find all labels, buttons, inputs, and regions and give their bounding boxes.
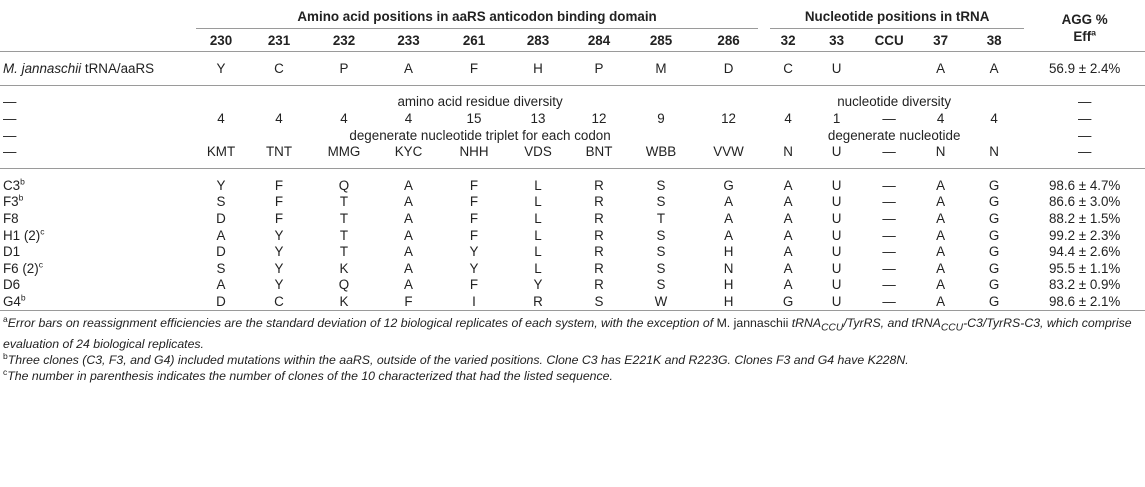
cell: I	[441, 293, 507, 310]
cell: A	[936, 227, 946, 243]
col-33: 33	[812, 29, 861, 52]
aa-group-header: Amino acid positions in aaRS anticodon binding domain	[196, 0, 764, 29]
clone-label	[0, 293, 196, 310]
cell: A	[936, 244, 946, 260]
footnotes	[0, 311, 1145, 384]
cell: A	[936, 60, 946, 76]
cell: —	[882, 144, 896, 160]
cell: KYC	[394, 144, 423, 160]
cell: C	[246, 293, 312, 310]
cell: Y	[533, 277, 543, 293]
cell: U	[812, 293, 861, 310]
cell: U	[831, 260, 842, 276]
cell: —	[882, 210, 896, 226]
cell: A	[783, 210, 793, 226]
footnote-a-mid2: -C3/TyrRS-C3, which comprise evaluation of 24 biological replicates.	[3, 315, 1132, 352]
cell: S	[656, 177, 666, 193]
cell: R	[594, 260, 604, 276]
eff-cell: 86.6 ± 3.0%	[1048, 194, 1121, 210]
cell: F	[376, 293, 441, 310]
clone-label	[0, 243, 196, 260]
cell: N	[723, 260, 734, 276]
footnote-b-mark: b	[3, 351, 8, 362]
cell: 4	[404, 110, 413, 126]
cell: 4	[936, 110, 945, 126]
eff-header-line1: AGG %	[1061, 11, 1108, 27]
cell: Y	[274, 244, 284, 260]
dash-cell: —	[1077, 94, 1092, 110]
cell: H	[723, 277, 734, 293]
species-name: M. jannaschii	[3, 60, 82, 76]
cell: F	[469, 210, 479, 226]
footnote-c-text: The number in parenthesis indicates the number of clones of the 10 characterized that had the listed sequence.	[7, 369, 613, 384]
footnote-a-text1: Error bars on reassignment efficiencies are the standard deviation of 12 biological replicates of each system, with the exception of	[7, 315, 717, 330]
cell: R	[594, 177, 604, 193]
column-header-row	[0, 29, 1145, 52]
cell: H	[723, 244, 734, 260]
cell: A	[936, 260, 946, 276]
dash-label: —	[3, 127, 17, 143]
cell: —	[882, 260, 896, 276]
cell: Q	[338, 177, 350, 193]
col-233: 233	[376, 29, 441, 52]
degenerate-code-row	[0, 143, 1145, 160]
cell: A	[936, 277, 946, 293]
cell: A	[783, 227, 793, 243]
clone-footnote-mark: c	[40, 226, 45, 237]
clone-row	[0, 227, 1145, 244]
cell: R	[594, 227, 604, 243]
cell: F	[469, 60, 479, 76]
cell: F	[469, 277, 479, 293]
col-286: 286	[693, 29, 764, 52]
cell: —	[882, 194, 896, 210]
footnote-a-trna: tRNA	[788, 315, 822, 330]
cell: G	[988, 210, 1000, 226]
cell: A	[936, 194, 946, 210]
col-285: 285	[629, 29, 693, 52]
eff-header-line2: Eff	[1073, 28, 1092, 44]
cell: L	[534, 227, 542, 243]
cell: 4	[784, 110, 792, 126]
cell: A	[724, 227, 734, 243]
cell: Q	[338, 277, 350, 293]
empty-header	[0, 29, 196, 52]
cell: Y	[274, 260, 284, 276]
degenerate-label-row	[0, 127, 1145, 144]
cell: N	[935, 144, 946, 160]
footnote-c	[3, 368, 1142, 384]
cell: U	[831, 227, 842, 243]
clone-name: F3	[3, 194, 19, 210]
cell: A	[936, 210, 946, 226]
cell: —	[882, 244, 896, 260]
wildtype-row	[0, 60, 1145, 77]
cell: A	[404, 244, 413, 260]
cell: A	[404, 177, 413, 193]
cell: A	[216, 277, 226, 293]
col-232: 232	[312, 29, 376, 52]
footnote-a	[3, 315, 1142, 352]
cell: T	[656, 210, 666, 226]
cell: N	[989, 144, 999, 160]
cell: G	[988, 227, 1000, 243]
cell: U	[831, 194, 842, 210]
cell: 4	[340, 110, 348, 126]
cell: G	[988, 244, 1000, 260]
corner-cell	[0, 0, 196, 29]
cell: Y	[469, 260, 479, 276]
cell: D	[216, 244, 226, 260]
cell: A	[783, 194, 793, 210]
cell: G	[723, 177, 734, 193]
col-284: 284	[569, 29, 629, 52]
cell: A	[404, 227, 413, 243]
cell: N	[783, 144, 793, 160]
cell: TNT	[265, 144, 293, 160]
cell: S	[656, 277, 666, 293]
cell: A	[404, 194, 413, 210]
cell: F	[274, 194, 284, 210]
cell: K	[339, 260, 349, 276]
clone-label	[0, 194, 196, 211]
cell: BNT	[585, 144, 613, 160]
cell: A	[404, 60, 413, 76]
degenerate-nucleotide-label: degenerate nucleotide	[827, 127, 961, 143]
clone-name: F6 (2)	[3, 260, 39, 276]
cell: A	[783, 244, 793, 260]
cell: U	[831, 144, 842, 160]
cell: 12	[591, 110, 607, 126]
clone-footnote-mark: c	[38, 259, 43, 270]
eff-cell: 99.2 ± 2.3%	[1048, 227, 1121, 243]
cell: T	[339, 194, 349, 210]
cell: P	[339, 60, 349, 76]
eff-cell: 95.5 ± 1.1%	[1048, 260, 1121, 276]
cell: C	[274, 60, 284, 76]
cell: H	[693, 293, 764, 310]
cell: —	[882, 110, 896, 126]
cell: 4	[275, 110, 283, 126]
cell: NHH	[459, 144, 489, 160]
cell: R	[594, 244, 604, 260]
dash-cell: —	[1077, 127, 1092, 143]
row-label-rest: tRNA/aaRS	[81, 60, 155, 76]
cell: A	[404, 260, 413, 276]
cell: 9	[657, 110, 665, 126]
cell: 4	[990, 110, 998, 126]
cell: K	[312, 293, 376, 310]
cell: A	[783, 277, 793, 293]
clone-row	[0, 293, 1145, 310]
cell: Y	[216, 177, 226, 193]
cell: S	[216, 260, 226, 276]
clone-label	[0, 227, 196, 244]
eff-cell: 83.2 ± 0.9%	[1048, 277, 1121, 293]
cell: D	[723, 60, 734, 76]
dash-label: —	[3, 110, 17, 126]
cell: 15	[466, 110, 482, 126]
cell: 4	[217, 110, 225, 126]
cell: MMG	[327, 144, 361, 160]
cell: 1	[832, 110, 841, 126]
col-283: 283	[507, 29, 569, 52]
cell: M	[655, 60, 667, 76]
col-231: 231	[246, 29, 312, 52]
clone-row	[0, 210, 1145, 227]
clone-row	[0, 243, 1145, 260]
cell: S	[656, 260, 666, 276]
cell: L	[534, 194, 542, 210]
aa-diversity-label-row	[0, 94, 1145, 111]
cell: A	[936, 177, 946, 193]
clone-name: D1	[3, 244, 21, 260]
cell: T	[339, 244, 349, 260]
eff-cell: 98.6 ± 4.7%	[1048, 177, 1121, 193]
cell: P	[594, 60, 604, 76]
footnote-b-text: Three clones (C3, F3, and G4) included mutations within the aaRS, outside of the varied positions. Clone C3 has E221K and R223G. Clones F3 and G4 have K228N.	[7, 353, 909, 368]
cell: R	[507, 293, 569, 310]
cell: —	[861, 293, 917, 310]
clone-label	[0, 260, 196, 277]
cell: R	[594, 277, 604, 293]
cell: —	[882, 277, 896, 293]
clone-label	[0, 210, 196, 227]
cell: G	[764, 293, 812, 310]
dash-label: —	[3, 144, 17, 160]
cell: A	[917, 293, 964, 310]
cell: G	[964, 293, 1024, 310]
clone-label	[0, 277, 196, 294]
cell: KMT	[206, 144, 236, 160]
footnote-c-mark: c	[3, 367, 8, 378]
eff-cell: 88.2 ± 1.5%	[1048, 210, 1121, 226]
cell: Y	[274, 227, 284, 243]
footnote-a-species: M. jannaschii	[716, 315, 789, 330]
diversity-count-row	[0, 110, 1145, 127]
cell: U	[831, 177, 842, 193]
clone-label	[0, 177, 196, 194]
cell: W	[629, 293, 693, 310]
cell: A	[783, 177, 793, 193]
cell: D	[196, 293, 246, 310]
cell: F	[274, 177, 284, 193]
cell: H	[533, 60, 543, 76]
cell: G	[988, 177, 1000, 193]
cell: S	[656, 194, 666, 210]
cell: S	[569, 293, 629, 310]
col-37: 37	[917, 29, 964, 52]
aa-diversity-label: amino acid residue diversity	[397, 94, 563, 110]
cell: C	[783, 60, 793, 76]
cell: T	[339, 210, 349, 226]
cell: A	[724, 194, 734, 210]
clone-footnote-mark: b	[20, 176, 25, 187]
cell: A	[783, 260, 793, 276]
clone-footnote-mark: b	[20, 292, 26, 303]
cell: 12	[721, 110, 737, 126]
col-ccu: CCU	[861, 29, 917, 52]
clone-name: D6	[3, 277, 21, 293]
footnote-a-mid1: /TyrRS, and tRNA	[843, 315, 941, 330]
degenerate-triplet-label: degenerate nucleotide triplet for each codon	[349, 127, 611, 143]
cell: VDS	[524, 144, 552, 160]
clone-row	[0, 277, 1145, 294]
dash-cell: —	[1077, 110, 1092, 126]
cell: L	[534, 210, 542, 226]
clone-name: C3	[3, 177, 21, 193]
cell: U	[831, 60, 842, 76]
nt-diversity-label: nucleotide diversity	[837, 94, 952, 110]
clone-row	[0, 194, 1145, 211]
col-230: 230	[196, 29, 246, 52]
cell: —	[882, 227, 896, 243]
cell: L	[534, 177, 542, 193]
footnote-a-sub1: CCU	[821, 322, 844, 334]
cell: A	[216, 227, 226, 243]
eff-header	[1024, 0, 1145, 52]
eff-cell: 98.6 ± 2.1%	[1024, 293, 1145, 310]
cell: A	[989, 60, 999, 76]
cell: F	[469, 194, 479, 210]
cell: S	[216, 194, 226, 210]
cell: U	[831, 244, 842, 260]
cell: Y	[216, 60, 226, 76]
col-261: 261	[441, 29, 507, 52]
footnote-a-sub2: CCU	[940, 322, 964, 334]
cell: T	[339, 227, 349, 243]
cell: L	[534, 260, 542, 276]
clone-row	[0, 177, 1145, 194]
clone-name: F8	[3, 210, 19, 226]
cell: R	[594, 210, 604, 226]
cell	[861, 60, 917, 77]
cell: S	[656, 244, 666, 260]
cell: F	[469, 177, 479, 193]
cell: L	[534, 244, 542, 260]
cell: A	[404, 210, 413, 226]
clone-row	[0, 260, 1145, 277]
cell: VVW	[713, 144, 744, 160]
cell: A	[404, 277, 413, 293]
clone-name: H1 (2)	[3, 227, 41, 243]
cell: —	[882, 177, 896, 193]
row-label	[0, 60, 196, 77]
cell: G	[988, 260, 1000, 276]
footnote-b	[3, 352, 1142, 368]
cell: G	[988, 194, 1000, 210]
col-32: 32	[764, 29, 812, 52]
footnote-a-mark: a	[3, 313, 8, 324]
cell: F	[469, 227, 479, 243]
cell: Y	[274, 277, 284, 293]
nt-group-header: Nucleotide positions in tRNA	[764, 0, 1024, 29]
dash-cell: —	[1077, 144, 1092, 160]
col-38: 38	[964, 29, 1024, 52]
cell: Y	[469, 244, 479, 260]
cell: S	[656, 227, 666, 243]
cell: U	[831, 210, 842, 226]
cell: G	[988, 277, 1000, 293]
eff-cell: 56.9 ± 2.4%	[1048, 60, 1121, 76]
cell: A	[724, 210, 734, 226]
clone-rows	[0, 177, 1145, 310]
cell: R	[594, 194, 604, 210]
clone-name: G4	[3, 293, 21, 309]
cell: WBB	[645, 144, 677, 160]
cell: D	[216, 210, 226, 226]
cell: U	[831, 277, 842, 293]
eff-header-sup: a	[1091, 27, 1096, 38]
eff-cell: 94.4 ± 2.6%	[1048, 244, 1121, 260]
clone-footnote-mark: b	[18, 192, 24, 203]
cell: 13	[530, 110, 546, 126]
dash-label: —	[3, 94, 17, 110]
cell: F	[274, 210, 284, 226]
